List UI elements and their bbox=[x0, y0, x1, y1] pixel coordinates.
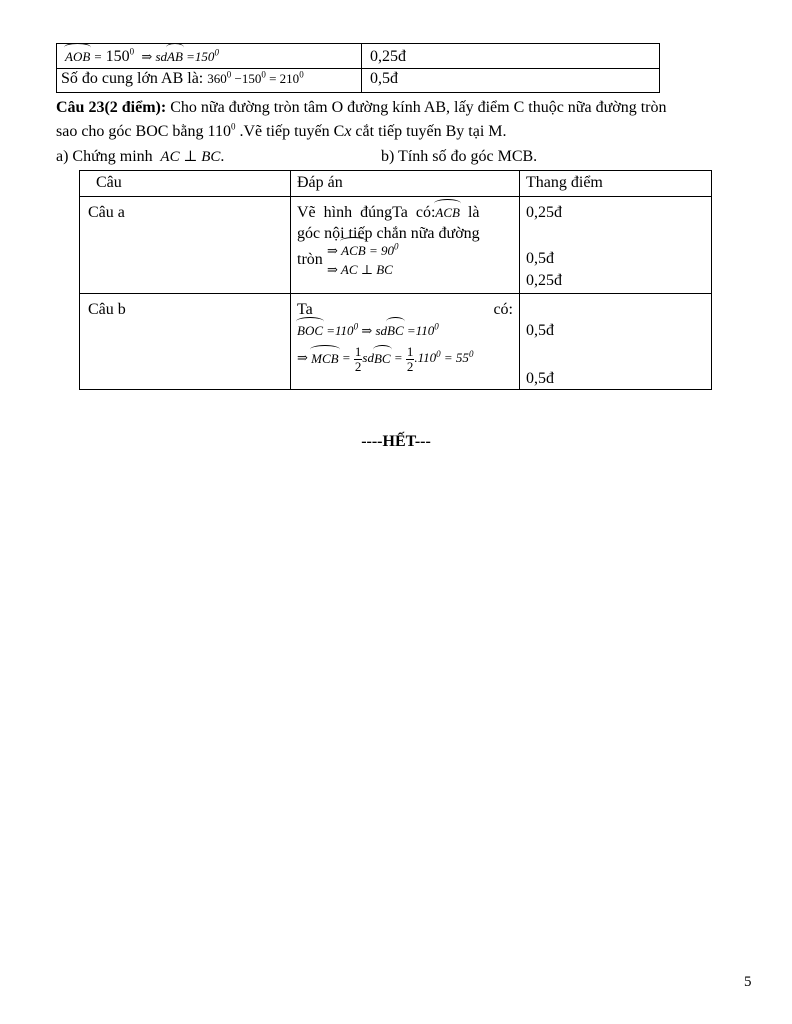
top-row1-content: AOB = $150^0$ ⇒ sdAB $=150^0$ bbox=[57, 44, 362, 69]
part-a-prompt: a) Chứng minh AC ⊥ BC. bbox=[56, 148, 225, 165]
top-row2-score: 0,5đ bbox=[362, 68, 660, 92]
row-a-scores: 0,25đ 0,5đ 0,25đ bbox=[520, 196, 712, 293]
top-row1-score: 0,25đ bbox=[362, 44, 660, 69]
header-cau: Câu bbox=[80, 171, 291, 197]
end-mark: ----HẾT--- bbox=[361, 433, 431, 450]
row-b-label: Câu b bbox=[80, 293, 291, 389]
question-line2: sao cho góc BOC bằng $110^0$ .Vẽ tiếp tuyến Cx cắt tiếp tuyến By tại M. bbox=[56, 121, 507, 140]
header-thang-diem: Thang điểm bbox=[520, 171, 712, 197]
top-row2-content: Số đo cung lớn AB là: $360^0 -150^0 = 210^0$ bbox=[57, 68, 362, 92]
row-a-answer: Vẽ hình đúngTa có:ACB là góc nội tiếp chắn nữa đường tròn ⇒ ACB = $90^0$ ⇒ AC ⊥ BC bbox=[291, 196, 520, 293]
row-a-label: Câu a bbox=[80, 196, 291, 293]
row-b-answer: Ta có: BOC $=110^0$ ⇒ sdBC $=110^0$ ⇒ MCB = $\frac{1}{2}$ sdBC = $\frac{1}{2}$ $.110^0 = 55^0$ bbox=[291, 293, 520, 389]
page-number: 5 bbox=[744, 974, 752, 990]
header-dap-an: Đáp án bbox=[291, 171, 520, 197]
part-b-prompt: b) Tính số đo góc MCB. bbox=[381, 148, 538, 165]
answer-table bbox=[79, 170, 712, 390]
question-line1 bbox=[56, 98, 666, 119]
top-table bbox=[56, 43, 660, 93]
question-label: Câu 23(2 điểm): bbox=[56, 99, 167, 116]
question-text-1: Cho nữa đường tròn tâm O đường kính AB, lấy điểm C thuộc nữa đường tròn bbox=[170, 99, 667, 116]
row-b-scores: 0,5đ 0,5đ bbox=[520, 293, 712, 389]
